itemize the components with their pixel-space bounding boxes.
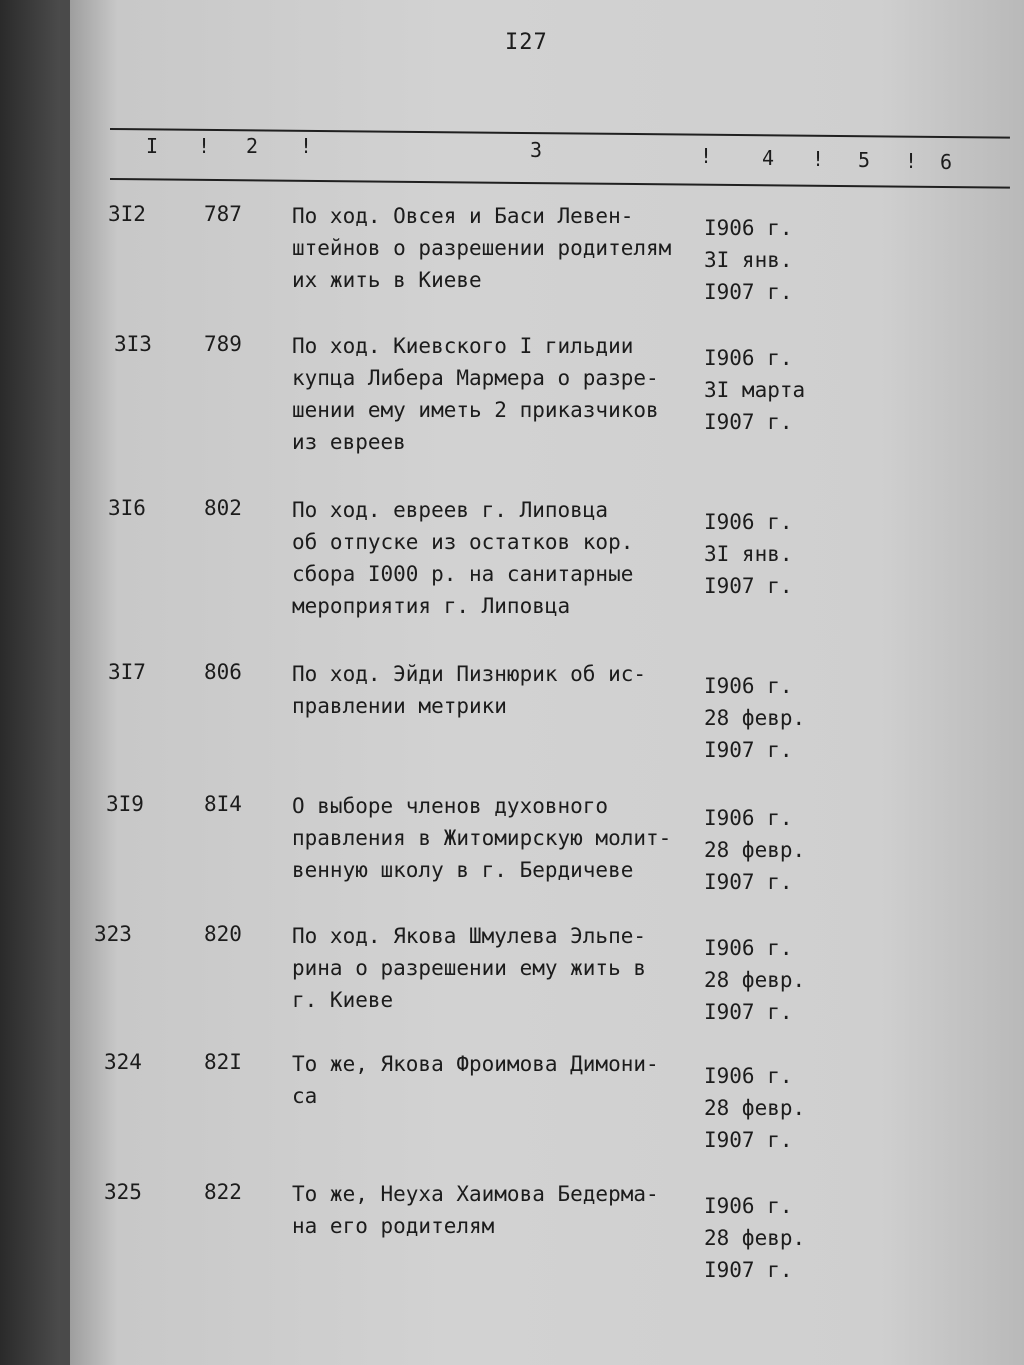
entry-description xyxy=(292,494,633,622)
description-line: По ход. Овсея и Баси Левен- xyxy=(292,204,634,228)
description-line: мероприятия г. Липовца xyxy=(292,594,571,618)
entry-description xyxy=(292,1048,659,1112)
entry-number: 3I6 xyxy=(108,496,146,520)
date-line: 3I янв. xyxy=(704,542,793,566)
entry-dates xyxy=(704,342,805,438)
entry-dates xyxy=(704,212,793,308)
date-line: I907 г. xyxy=(704,410,793,434)
description-line: шении ему иметь 2 приказчиков xyxy=(292,398,659,422)
entry-dates xyxy=(704,506,793,602)
date-line: I907 г. xyxy=(704,280,793,304)
file-number: 802 xyxy=(204,496,242,520)
description-line: О выборе членов духовного xyxy=(292,794,609,818)
description-line: рина о разрешении ему жить в xyxy=(292,956,647,980)
description-line: са xyxy=(292,1084,318,1108)
file-number: 82I xyxy=(204,1050,242,1074)
entry-number: 323 xyxy=(94,922,132,946)
description-line: на его родителям xyxy=(292,1214,495,1238)
date-line: I907 г. xyxy=(704,870,793,894)
previous-page-edge xyxy=(0,0,60,1365)
column-header-5: 5 xyxy=(858,148,871,172)
column-header-2: 2 xyxy=(246,134,259,158)
entry-description xyxy=(292,200,671,296)
file-number: 806 xyxy=(204,660,242,684)
date-line: 28 февр. xyxy=(704,838,806,862)
description-line: из евреев xyxy=(292,430,406,454)
date-line: I906 г. xyxy=(704,674,793,698)
description-line: г. Киеве xyxy=(292,988,394,1012)
date-line: I906 г. xyxy=(704,1064,793,1088)
column-separator: ! xyxy=(300,134,313,158)
date-line: I907 г. xyxy=(704,574,793,598)
file-number: 820 xyxy=(204,922,242,946)
description-line: По ход. Киевского I гильдии xyxy=(292,334,634,358)
entry-number: 324 xyxy=(104,1050,142,1074)
column-header-6: 6 xyxy=(940,150,953,174)
description-line: их жить в Киеве xyxy=(292,268,482,292)
date-line: 3I янв. xyxy=(704,248,793,272)
file-number: 8I4 xyxy=(204,792,242,816)
date-line: 3I марта xyxy=(704,378,806,402)
column-header-4: 4 xyxy=(762,146,775,170)
entry-number: 3I2 xyxy=(108,202,146,226)
description-line: По ход. евреев г. Липовца xyxy=(292,498,609,522)
description-line: правления в Житомирскую молит- xyxy=(292,826,672,850)
entry-dates xyxy=(704,1060,805,1156)
entry-dates xyxy=(704,802,805,898)
date-line: I907 г. xyxy=(704,1128,793,1152)
entry-dates xyxy=(704,1190,805,1286)
column-separator: ! xyxy=(905,149,918,173)
description-line: штейнов о разрешении родителям xyxy=(292,236,672,260)
date-line: I907 г. xyxy=(704,1258,793,1282)
entry-description xyxy=(292,790,671,886)
entry-number: 3I3 xyxy=(114,332,152,356)
file-number: 822 xyxy=(204,1180,242,1204)
description-line: сбора I000 р. на санитарные xyxy=(292,562,634,586)
column-separator: ! xyxy=(700,144,713,168)
date-line: 28 февр. xyxy=(704,1226,806,1250)
date-line: I906 г. xyxy=(704,1194,793,1218)
description-line: об отпуске из остатков кор. xyxy=(292,530,634,554)
description-line: По ход. Эйди Пизнюрик об ис- xyxy=(292,662,647,686)
date-line: 28 февр. xyxy=(704,706,806,730)
description-line: По ход. Якова Шмулева Эльпе- xyxy=(292,924,647,948)
file-number: 789 xyxy=(204,332,242,356)
date-line: I906 г. xyxy=(704,806,793,830)
column-separator: ! xyxy=(198,134,211,158)
column-header-3: 3 xyxy=(530,138,543,162)
entry-description xyxy=(292,920,646,1016)
page-number: I27 xyxy=(505,30,548,55)
date-line: I906 г. xyxy=(704,510,793,534)
description-line: правлении метрики xyxy=(292,694,507,718)
description-line: купца Либера Мармера о разре- xyxy=(292,366,659,390)
date-line: I906 г. xyxy=(704,346,793,370)
entry-description xyxy=(292,330,659,458)
description-line: То же, Якова Фроимова Димони- xyxy=(292,1052,659,1076)
date-line: I907 г. xyxy=(704,738,793,762)
date-line: I906 г. xyxy=(704,936,793,960)
date-line: I906 г. xyxy=(704,216,793,240)
entry-description xyxy=(292,658,646,722)
date-line: 28 февр. xyxy=(704,1096,806,1120)
column-header-1: I xyxy=(146,134,159,158)
column-separator: ! xyxy=(812,147,825,171)
entry-description xyxy=(292,1178,659,1242)
entry-number: 3I7 xyxy=(108,660,146,684)
entry-dates xyxy=(704,670,805,766)
file-number: 787 xyxy=(204,202,242,226)
description-line: венную школу в г. Бердичеве xyxy=(292,858,634,882)
description-line: То же, Неуха Хаимова Бедерма- xyxy=(292,1182,659,1206)
entry-number: 3I9 xyxy=(106,792,144,816)
entry-dates xyxy=(704,932,805,1028)
date-line: 28 февр. xyxy=(704,968,806,992)
date-line: I907 г. xyxy=(704,1000,793,1024)
entry-number: 325 xyxy=(104,1180,142,1204)
